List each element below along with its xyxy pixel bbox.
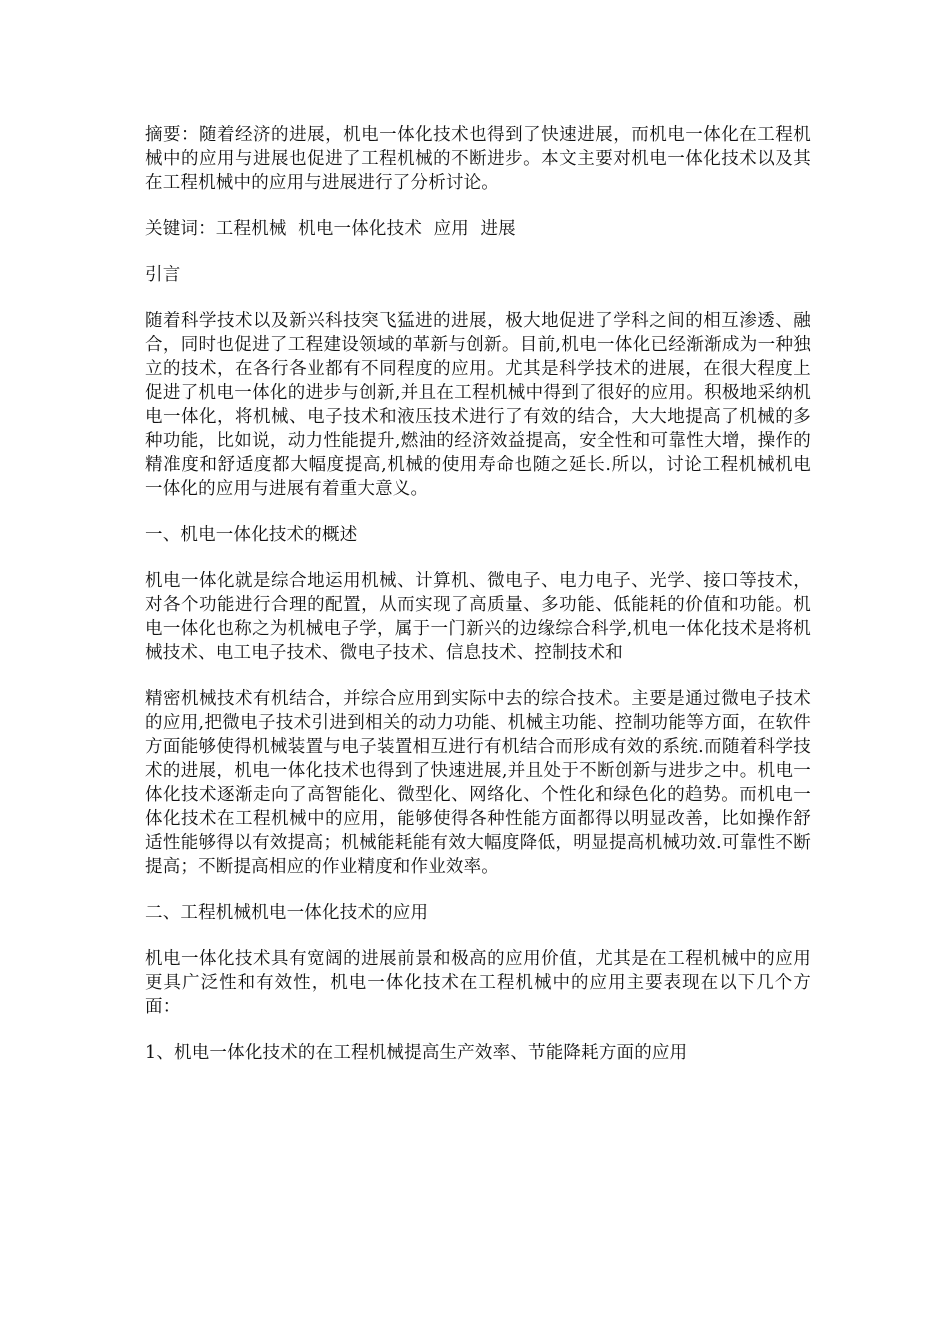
section-1-heading: 一、机电一体化技术的概述	[145, 525, 358, 545]
section-2-heading: 二、工程机械机电一体化技术的应用	[145, 903, 429, 923]
intro-heading: 引言	[145, 265, 181, 285]
subsection-1-heading: 1、机电一体化技术的在工程机械提高生产效率、节能降耗方面的应用	[145, 1043, 688, 1063]
section-2-paragraph-1: 机电一体化技术具有宽阔的进展前景和极高的应用价值，尤其是在工程机械中的应用更具广泛性和有效性，机电一体化技术在工程机械中的应用主要表现在以下几个方面：	[145, 949, 811, 1017]
keywords-line: 关键词：工程机械 机电一体化技术 应用 进展	[145, 219, 516, 239]
section-1-paragraph-1: 机电一体化就是综合地运用机械、计算机、微电子、电力电子、光学、接口等技术，对各个功能进行合理的配置，从而实现了高质量、多功能、低能耗的价值和功能。机电一体化也称之为机械电子学，属于一门新兴的边缘综合科学,机电一体化技术是将机械技术、电工电子技术、微电子技术、信息技术、控制技术和	[145, 571, 811, 663]
document-body	[145, 123, 811, 1087]
abstract-paragraph: 摘要：随着经济的进展，机电一体化技术也得到了快速进展，而机电一体化在工程机械中的应用与进展也促进了工程机械的不断进步。本文主要对机电一体化技术以及其在工程机械中的应用与进展进行了分析讨论。	[145, 125, 811, 193]
intro-paragraph: 随着科学技术以及新兴科技突飞猛进的进展，极大地促进了学科之间的相互渗透、融合，同时也促进了工程建设领域的革新与创新。目前,机电一体化已经渐渐成为一种独立的技术，在各行各业都有不同程度的应用。尤其是科学技术的进展，在很大程度上促进了机电一体化的进步与创新,并且在工程机械中得到了很好的应用。积极地采纳机电一体化，将机械、电子技术和液压技术进行了有效的结合，大大地提高了机械的多种功能，比如说，动力性能提升,燃油的经济效益提高，安全性和可靠性大增，操作的精准度和舒适度都大幅度提高,机械的使用寿命也随之延长.所以，讨论工程机械机电一体化的应用与进展有着重大意义。	[145, 311, 811, 499]
section-1-paragraph-2: 精密机械技术有机结合，并综合应用到实际中去的综合技术。主要是通过微电子技术的应用,把微电子技术引进到相关的动力功能、机械主功能、控制功能等方面，在软件方面能够使得机械装置与电子装置相互进行有机结合而形成有效的系统.而随着科学技术的进展，机电一体化技术也得到了快速进展,并且处于不断创新与进步之中。机电一体化技术逐渐走向了高智能化、微型化、网络化、个性化和绿色化的趋势。而机电一体化技术在工程机械中的应用，能够使得各种性能方面都得以明显改善，比如操作舒适性能够得以有效提高；机械能耗能有效大幅度降低，明显提高机械功效.可靠性不断提高；不断提高相应的作业精度和作业效率。	[145, 689, 811, 877]
